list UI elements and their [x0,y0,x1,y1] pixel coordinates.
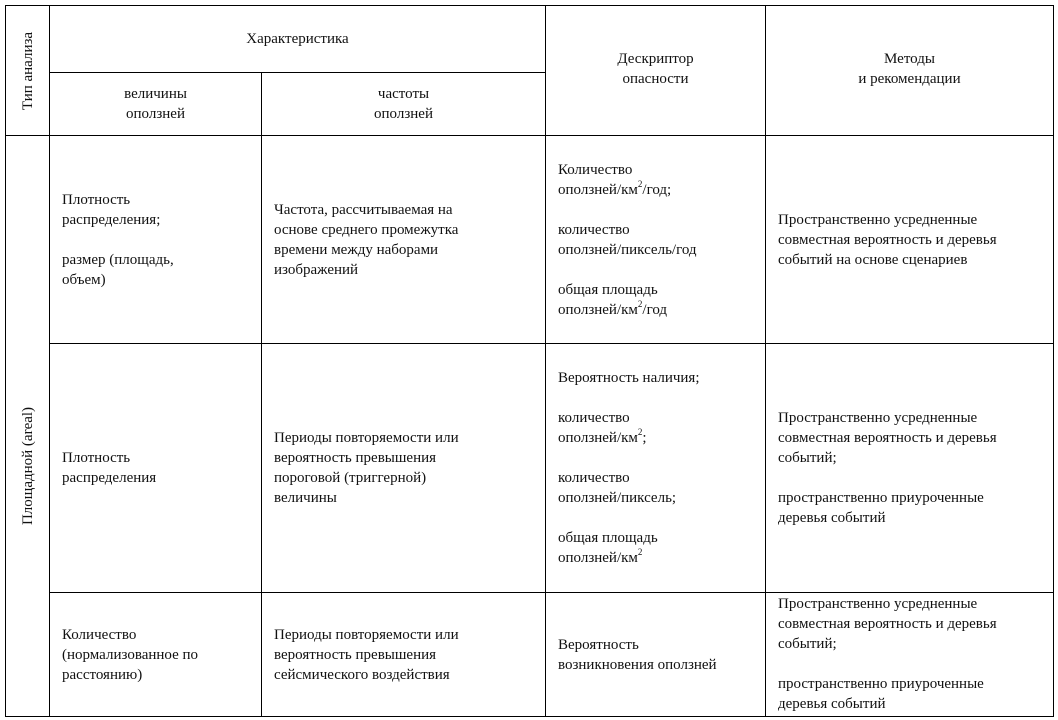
header-analysis-type [5,5,49,135]
text-line: совместная вероятность и деревья [778,616,997,632]
text-line: Плотность [62,191,131,208]
text-line: событий на основе сценариев [778,251,968,268]
text-line: событий; [778,450,837,466]
header-analysis-type-label: Тип анализа [20,31,36,111]
row1-descriptor [545,135,765,343]
text-line: вероятность превышения [274,646,437,663]
text-line: общая площадь [558,281,658,298]
text-line: основе среднего промежутка [274,221,459,238]
text-line: количество [558,470,630,486]
text-line: количество [558,410,630,426]
row2-magnitude [49,343,261,592]
text-line: Периоды повторяемости или [274,626,459,643]
header-descriptor [545,5,765,135]
text-line: Пространственно усредненные [778,211,978,228]
text-line: событий; [778,636,837,652]
row1-frequency [261,135,545,343]
row2-methods [765,343,1054,592]
text-line: общая площадь [558,530,658,546]
text-line: Пространственно усредненные [778,410,978,426]
header-magnitude-line: оползней [126,106,185,122]
text-line: расстоянию) [62,666,143,683]
text-line: распределения [62,470,157,486]
header-characteristic-label: Характеристика [246,31,349,47]
row3-methods [765,592,1054,717]
header-frequency-line: частоты [377,86,430,102]
row2-frequency [261,343,545,592]
header-methods [765,5,1054,135]
text-line: Пространственно усредненные [778,596,978,612]
header-descriptor-line: опасности [622,70,689,87]
text-line: (нормализованное по [62,646,199,663]
header-frequency [261,72,545,135]
text-line: совместная вероятность и деревья [778,231,997,248]
text-line: Количество [558,161,633,178]
analysis-type-label: Площадной (areal) [20,406,36,526]
text-line: оползней/$км^2$ [558,547,643,566]
header-characteristic [49,5,545,72]
header-magnitude [49,72,261,135]
text-line: пространственно приуроченные [778,490,984,506]
text-line: величины [274,490,337,506]
text-line: Количество [62,626,137,643]
text-line: распределения; [62,211,161,228]
header-methods-line: и рекомендации [858,70,961,87]
text-line: оползней/$км^2$/год [558,298,668,318]
text-line: возникновения оползней [558,656,717,673]
header-methods-line: Методы [884,50,935,67]
text-line: пороговой (триггерной) [274,470,427,486]
text-line: сейсмического воздействия [274,666,450,683]
text-line: Вероятность наличия; [558,370,700,386]
text-line: деревья событий [778,696,886,712]
header-frequency-line: оползней [374,106,433,122]
analysis-type-cell [5,135,49,717]
row3-magnitude [49,592,261,717]
text-line: Плотность [62,450,131,466]
text-line: Периоды повторяемости или [274,430,459,446]
text-line: объем) [62,271,106,288]
row1-methods [765,135,1054,343]
hazard-descriptor-table [5,5,1054,717]
text-line: изображений [274,261,359,278]
row1-magnitude [49,135,261,343]
text-line: деревья событий [778,510,886,526]
row3-descriptor [545,592,765,717]
text-line: оползней/$км^2$; [558,427,647,446]
header-descriptor-line: Дескриптор [617,50,694,67]
text-line: совместная вероятность и деревья [778,430,997,446]
text-line: Вероятность [558,636,639,653]
row3-frequency [261,592,545,717]
text-line: оползней/пиксель/год [558,241,697,258]
text-line: оползней/пиксель; [558,490,677,506]
text-line: оползней/$км^2$/год; [558,178,672,198]
text-line: времени между наборами [274,241,439,258]
text-line: размер (площадь, [62,251,174,268]
header-magnitude-line: величины [124,86,187,102]
text-line: пространственно приуроченные [778,676,984,692]
row2-descriptor [545,343,765,592]
text-line: вероятность превышения [274,450,437,466]
text-line: Частота, рассчитываемая на [274,201,453,218]
text-line: количество [558,221,630,238]
